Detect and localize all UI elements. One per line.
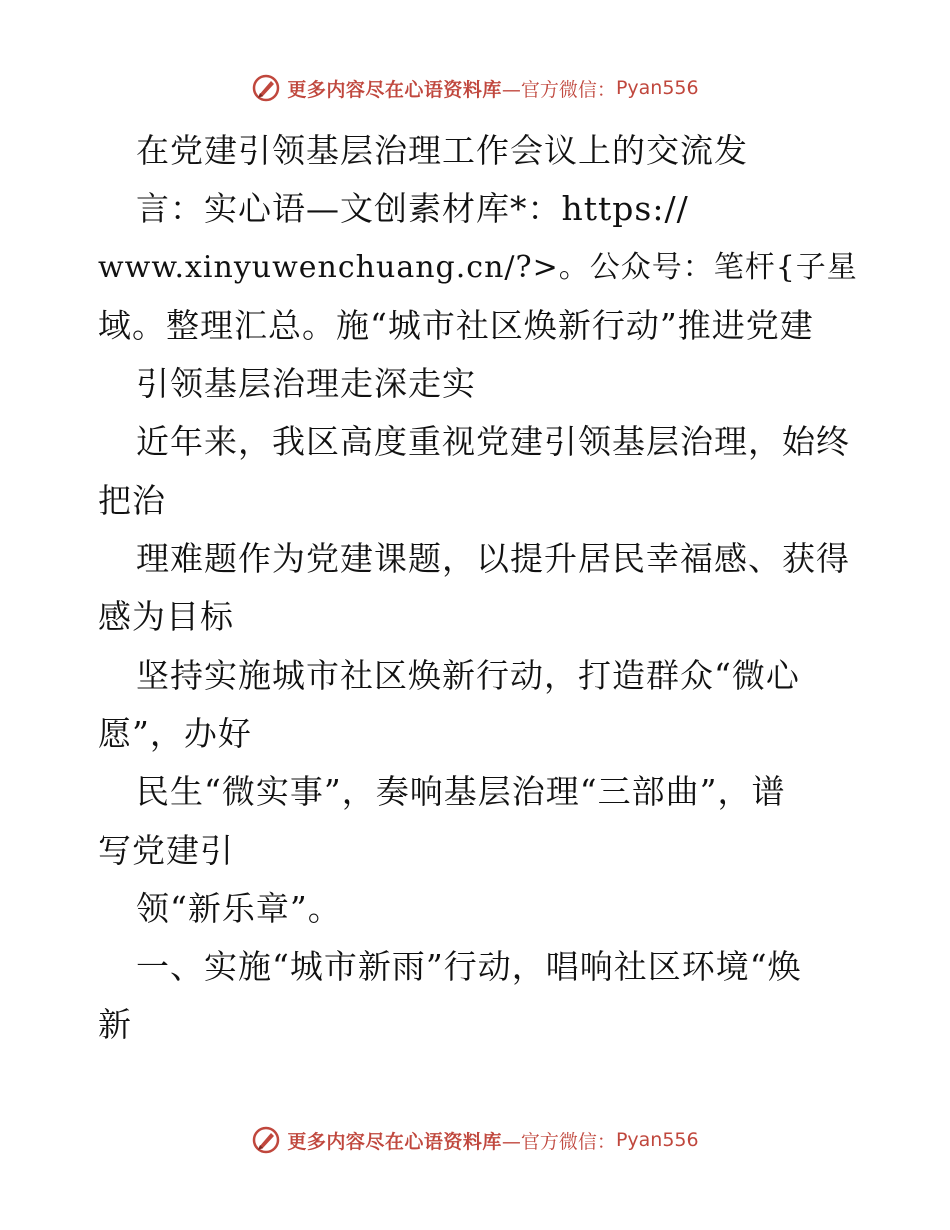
header-watermark-banner <box>0 68 950 108</box>
banner-site-text: 更多内容尽在心语资料库 <box>287 1130 502 1153</box>
text-line: 感为目标 <box>98 597 234 637</box>
text-line: 引领基层治理走深走实 <box>136 364 476 404</box>
text-line: 愿”，办好 <box>98 713 252 753</box>
text-line: 坚持实施城市社区焕新行动，打造群众“微心 <box>136 655 800 695</box>
text-line: 域。整理汇总。施“城市社区焕新行动”推进党建 <box>98 305 814 345</box>
pen-logo-icon <box>251 73 281 103</box>
text-line: 领“新乐章”。 <box>136 888 342 928</box>
text-line: 在党建引领基层治理工作会议上的交流发 <box>136 131 748 170</box>
banner-wechat-id: Pyan556 <box>615 1129 699 1151</box>
banner-wechat-label: —官方微信： <box>501 1130 616 1153</box>
banner-site-text: 更多内容尽在心语资料库 <box>287 78 502 101</box>
text-line: www.xinyuwenchuang.cn/?>。公众号：笔杆{子星 <box>98 249 858 285</box>
footer-watermark-banner <box>0 1120 950 1160</box>
text-line: 新 <box>98 1005 132 1045</box>
text-line: 言：实心语—文创素材库*：https:// <box>136 189 689 229</box>
banner-wechat-label: —官方微信： <box>501 78 616 101</box>
text-line: 理难题作为党建课题，以提升居民幸福感、获得 <box>136 539 850 579</box>
document-body <box>98 122 858 1055</box>
text-line: 把治 <box>98 480 166 520</box>
text-line: 民生“微实事”，奏响基层治理“三部曲”，谱 <box>136 772 786 812</box>
text-line: 写党建引 <box>98 830 234 870</box>
pen-logo-icon <box>251 1125 281 1155</box>
text-line: 近年来，我区高度重视党建引领基层治理，始终 <box>136 422 850 462</box>
banner-wechat-id: Pyan556 <box>615 77 699 99</box>
text-line: 一、实施“城市新雨”行动，唱响社区环境“焕 <box>136 947 802 987</box>
